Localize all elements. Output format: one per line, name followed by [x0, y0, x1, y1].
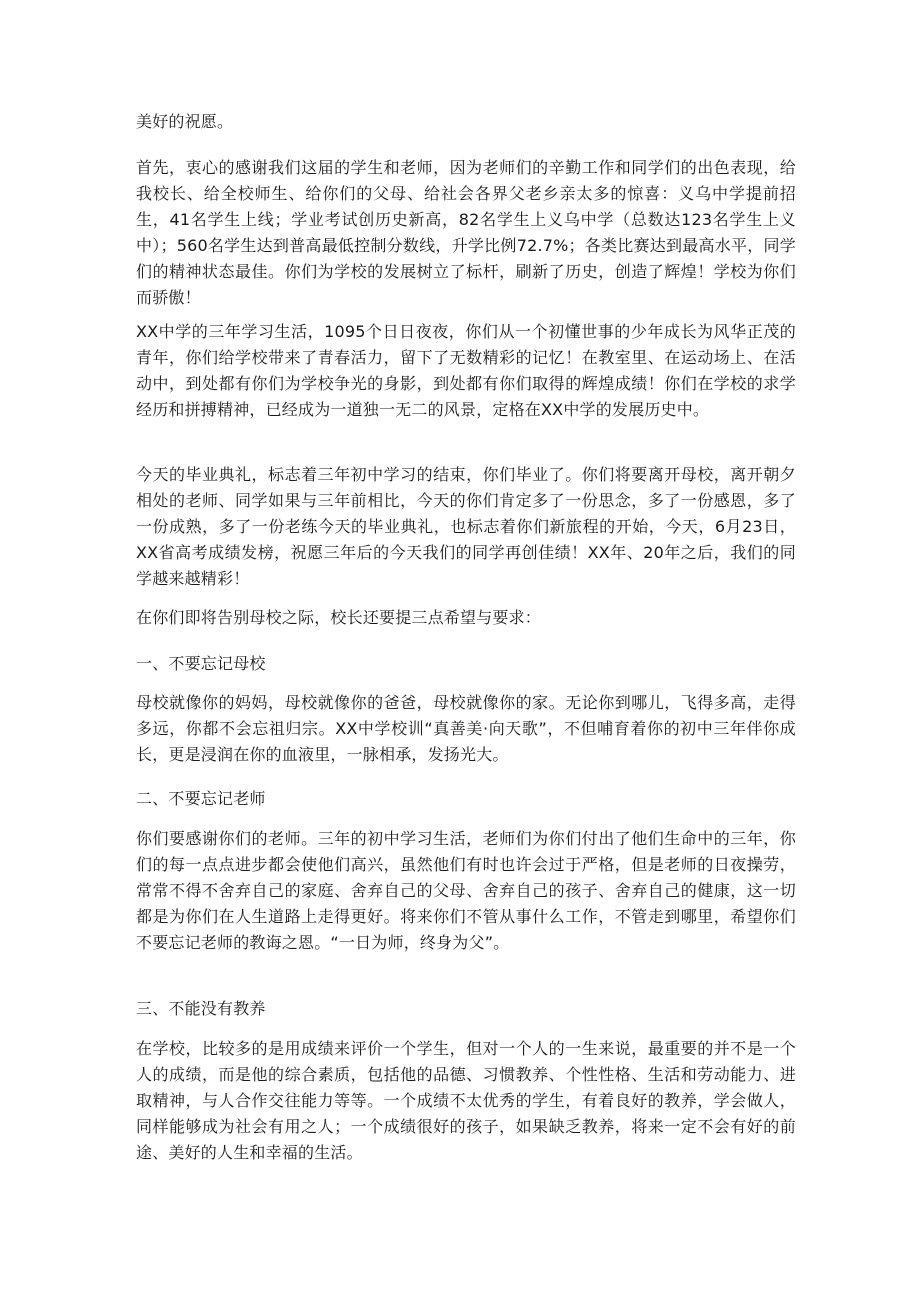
paragraph-graduation: 今天的毕业典礼，标志着三年初中学习的结束，你们毕业了。你们将要离开母校，离开朝夕相处的老师、同学如果与三年前相比，今天的你们肯定多了一份思念，多了一份感恩，多了一份成熟，多了一份老练今天的毕业典礼，也标志着你们新旅程的开始，今天，6月23日，XX省高考成绩发榜，祝愿三年后的今天我们的同学再创佳绩！XX年、20年之后，我们的同学越来越精彩！: [136, 465, 796, 588]
paragraph-alma-mater: 母校就像你的妈妈，母校就像你的爸爸，母校就像你的家。无论你到哪儿，飞得多高，走得多远，你都不会忘祖归宗。XX中学校训“真善美·向天歌”，不但哺育着你的初中三年伴你成长，更是浸润在你的血液里，一脉相承，发扬光大。: [136, 693, 796, 764]
document-page: [136, 0, 796, 1301]
heading-upbringing: 三、不能没有教养: [136, 999, 266, 1018]
paragraph-upbringing: 在学校，比较多的是用成绩来评价一个学生，但对一个人的一生来说，最重要的并不是一个人的成绩，而是他的综合素质，包括他的品德、习惯教养、个性性格、生活和劳动能力、进取精神，与人合作交往能力等等。一个成绩不太优秀的学生，有着良好的教养，学会做人，同样能够成为社会有用之人；一个成绩很好的孩子，如果缺乏教养，将来一定不会有好的前途、美好的人生和幸福的生活。: [136, 1039, 796, 1162]
paragraph-hopes-intro: 在你们即将告别母校之际，校长还要提三点希望与要求：: [136, 608, 542, 627]
heading-alma-mater: 一、不要忘记母校: [136, 654, 266, 673]
paragraph-thanks: 首先，衷心的感谢我们这届的学生和老师，因为老师们的辛勤工作和同学们的出色表现，给我校长、给全校师生、给你们的父母、给社会各界父老乡亲太多的惊喜：义乌中学提前招生，41名学生上线；学业考试创历史新高，82名学生上义乌中学（总数达123名学生上义中）；560名学生达到普高最低控制分数线，升学比例72.7%；各类比赛达到最高水平，同学们的精神状态最佳。你们为学校的发展树立了标杆，刷新了历史，创造了辉煌！学校为你们而骄傲！: [136, 158, 796, 307]
paragraph-teachers: 你们要感谢你们的老师。三年的初中学习生活，老师们为你们付出了他们生命中的三年，你们的每一点点进步都会使他们高兴，虽然他们有时也许会过于严格，但是老师的日夜操劳，常常不得不舍弃自己的家庭、舍弃自己的父母、舍弃自己的孩子、舍弃自己的健康，这一切都是为你们在人生道路上走得更好。将来你们不管从事什么工作，不管走到哪里，希望你们不要忘记老师的教诲之恩。“一日为师，终身为父”。: [136, 829, 796, 952]
heading-teachers: 二、不要忘记老师: [136, 789, 266, 808]
paragraph-three-years: XX中学的三年学习生活，1095个日日夜夜，你们从一个初懂世事的少年成长为风华正茂的青年，你们给学校带来了青春活力，留下了无数精彩的记忆！在教室里、在运动场上、在活动中，到处都有你们为学校争光的身影，到处都有你们取得的辉煌成绩！你们在学校的求学经历和拼搏精神，已经成为一道独一无二的风景，定格在XX中学的发展历史中。: [136, 322, 796, 419]
paragraph-opening: 美好的祝愿。: [136, 112, 234, 131]
